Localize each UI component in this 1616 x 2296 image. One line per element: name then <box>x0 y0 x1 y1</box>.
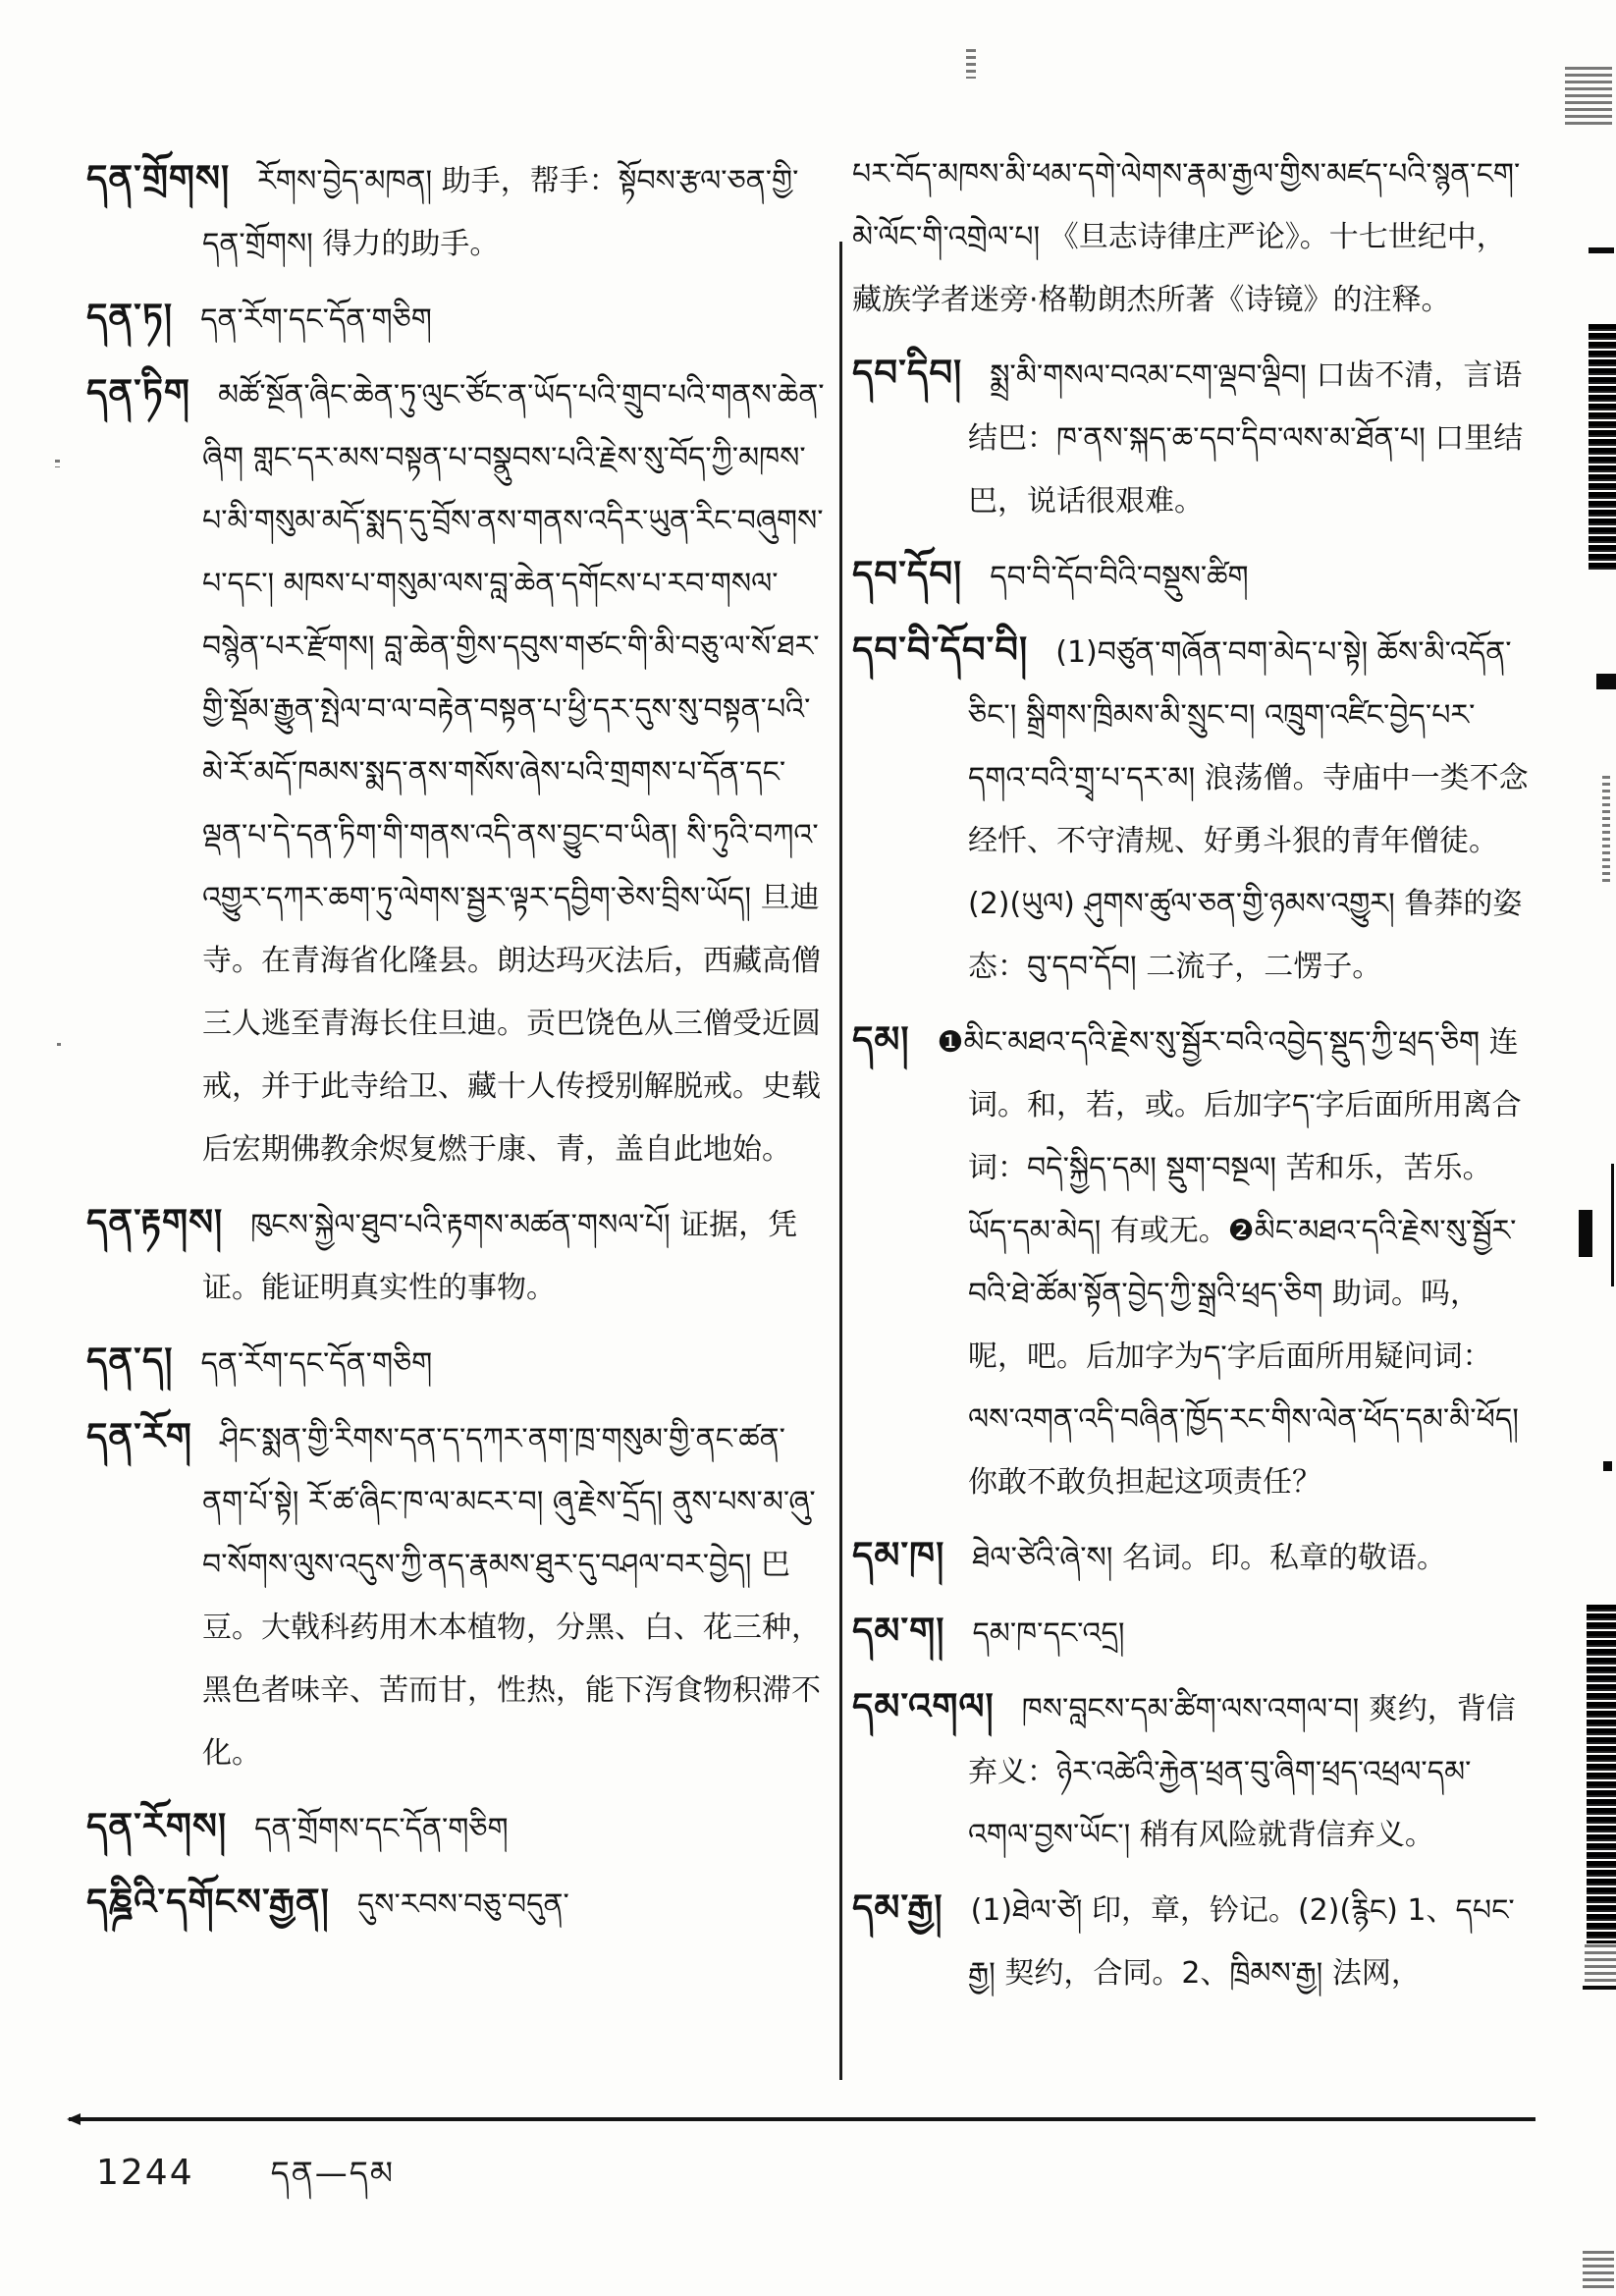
dictionary-entry <box>86 361 825 1181</box>
scan-artifact <box>1589 247 1614 253</box>
dictionary-entry <box>852 1524 1532 1590</box>
entry-body: དབ་བི་དོབ་བིའི་བསྡུས་ཚིག <box>990 560 1249 594</box>
scan-artifact <box>1611 1164 1614 1286</box>
entry-body: པར་བོད་མཁས་མི་ཕམ་དགེ་ལེགས་རྣམ་རྒྱལ་གྱིས་མཛད་པའི་སྙན་ངག་མེ་ལོང་གི་འགྲེལ་པ། 《旦志诗律庄严论》。十七世纪中，藏族学者迷旁·格勒朗杰所著《诗镜》的注释。 <box>852 157 1521 317</box>
dictionary-entry <box>852 1009 1532 1514</box>
left-column <box>86 147 825 1946</box>
dictionary-entry <box>86 1330 825 1395</box>
right-column <box>852 143 1532 2015</box>
entry-body: དན་གྲོགས་དང་དོན་གཅིག <box>254 1812 509 1846</box>
entry-body: ཐེལ་ཙེའི་ཞེ་ས། 名词。印。私章的敬语。 <box>972 1541 1447 1575</box>
entry-headword: དན་རྟགས། <box>86 1201 224 1243</box>
entry-body: (1)ཐེལ་ཙེ། 印，章，钤记。(2)(རྙིང) 1、དཔང་རྒྱ། 契约，合同。2、ཁྲིམས་རྒྱ། 法网， <box>968 1893 1515 1991</box>
dictionary-entry <box>852 1877 1532 2005</box>
entry-body: ཤིང་སྨན་གྱི་རིགས་དན་ད་དཀར་ནག་ཁྲ་གསུམ་གྱི་ནང་ཚན་ནག་པོ་སྟེ། རོ་ཚ་ཞིང་ཁ་ལ་མངར་བ། ཞུ་རྗེས་དྲོད། ནུས་པས་མ་ཞུ་བ་སོགས་ལུས་འདུས་ཀྱི་ནད་རྣམས་ཐུར་དུ་བཤལ་བར་བྱེད། 巴豆。大戟科药用木本植物，分黑、白、花三种，黑色者味辛、苦而甘，性热，能下泻食物积滞不化。 <box>202 1422 821 1771</box>
scan-artifact <box>1583 2251 1614 2292</box>
guide-words: དན—དམ <box>270 2154 396 2192</box>
entry-headword: དན་རོག <box>86 1415 192 1457</box>
entry-headword: དམ། <box>852 1018 910 1061</box>
entry-body: (1)བཙུན་གཞོན་བག་མེད་པ་སྟེ། ཆོས་མི་འདོན་ཅིང་། སྒྲིགས་ཁྲིམས་མི་སྲུང་བ། འཁྲུག་འཛིང་བྱེད་པར་དགའ་བའི་གྲྭ་པ་དར་མ། 浪荡僧。寺庙中一类不念经忏、不守清规、好勇斗狠的青年僧徒。(2)(ཡུལ) ཤུགས་ཚུལ་ཅན་གྱི་ཉམས་འགྱུར། 鲁莽的姿态：བུ་དབ་དོབ། 二流子，二愣子。 <box>968 635 1529 984</box>
entry-headword: དབ་དོབ། <box>852 553 963 595</box>
dictionary-entry-continuation <box>852 143 1532 332</box>
entry-body: དམ་ཁ་དང་འདྲ། <box>972 1616 1125 1651</box>
scan-artifact <box>1579 1210 1592 1257</box>
scan-artifact <box>966 49 976 79</box>
dictionary-entry <box>86 1191 825 1320</box>
entry-body: དན་རོག་དང་དོན་གཅིག <box>200 302 432 337</box>
entry-headword: དན་ཏིག <box>86 371 190 413</box>
dictionary-entry <box>852 543 1532 609</box>
scan-artifact <box>1583 1986 1616 1990</box>
dictionary-entry <box>86 286 825 352</box>
entry-headword: དཎྜིའི་དགོངས་རྒྱན། <box>86 1881 330 1923</box>
entry-body: སྨྲ་མི་གསལ་བའམ་ངག་ལྡབ་ལྡིབ། 口齿不清，言语结巴：ཁ་ནས་སྐད་ཆ་དབ་དིབ་ལས་མ་ཐོན་པ། 口里结巴，说话很艰难。 <box>968 358 1524 519</box>
scan-artifact <box>1602 776 1610 884</box>
entry-headword: དམ་རྒྱ། <box>852 1886 943 1929</box>
dictionary-entry <box>852 342 1532 533</box>
entry-headword: དབ་བི་དོབ་བི། <box>852 629 1029 671</box>
entry-headword: དན་ཏ། <box>86 296 174 338</box>
dictionary-entry <box>852 1675 1532 1867</box>
entry-body: མཚོ་སྔོན་ཞིང་ཆེན་ཏུ་ལུང་ཙོང་ན་ཡོད་པའི་གྲུབ་པའི་གནས་ཆེན་ཞིག གླང་དར་མས་བསྟན་པ་བསྣུབས་པའི་རྗེས་སུ་བོད་ཀྱི་མཁས་པ་མི་གསུམ་མདོ་སྨད་དུ་བྲོས་ནས་གནས་འདིར་ཡུན་རིང་བཞུགས་པ་དང་། མཁས་པ་གསུམ་ལས་བླ་ཆེན་དགོངས་པ་རབ་གསལ་བསྙེན་པར་རྫོགས། བླ་ཆེན་གྱིས་དབུས་གཙང་གི་མི་བཅུ་ལ་སོ་ཐར་གྱི་སྡོམ་རྒྱུན་སྤེལ་བ་ལ་བརྟེན་བསྟན་པ་ཕྱི་དར་དུས་སུ་བསྟན་པའི་མེ་རོ་མདོ་ཁམས་སྨད་ནས་གསོས་ཞེས་པའི་གྲགས་པ་དོན་དང་ལྡན་པ་དེ་དན་ཏིག་གི་གནས་འདི་ནས་བྱུང་བ་ཡིན། སི་ཏུའི་བཀའ་འགྱུར་དཀར་ཆག་ཏུ་ལེགས་སྦྱར་ལྟར་དབྱིག་ཅེས་བྲིས་ཡོད། 旦迪寺。在青海省化隆县。朗达玛灭法后，西藏高僧三人逃至青海长住旦迪。贡巴饶色从三僧受近圆戒，并于此寺给卫、藏十人传授别解脱戒。史载后宏期佛教余烬复燃于康、青，盖自此地始。 <box>202 378 825 1167</box>
entry-headword: དམ་འགལ། <box>852 1685 995 1727</box>
dictionary-entry <box>852 619 1532 999</box>
entry-headword: དན་ད། <box>86 1339 174 1382</box>
entry-body: དན་རོག་དང་དོན་གཅིག <box>200 1346 433 1381</box>
scan-artifact <box>57 1043 61 1049</box>
entry-headword: དབ་དིབ། <box>852 352 963 394</box>
page-footer <box>96 2137 395 2228</box>
page-number: 1244 <box>96 2153 194 2193</box>
scan-artifact <box>1596 674 1616 689</box>
dictionary-entry <box>86 1871 825 1937</box>
entry-headword: དན་གྲོགས། <box>86 157 231 199</box>
scan-artifact <box>55 460 60 467</box>
entry-body: ཁས་བླངས་དམ་ཚིག་ལས་འགལ་བ། 爽约，背信弃义：ཉེར་འཚེའི་རྐྱེན་ཕྲན་བུ་ཞིག་ཕྲད་འཕྲལ་དམ་འགལ་བྱས་ཡོང་། 稍有风险就背信弃义。 <box>968 1692 1516 1852</box>
entry-headword: དམ་ཁ། <box>852 1534 945 1576</box>
entry-headword: དན་རོགས། <box>86 1805 228 1847</box>
dictionary-entry <box>86 1795 825 1861</box>
scan-artifact <box>1589 324 1616 572</box>
entry-body: ❶མིང་མཐའ་དའི་རྗེས་སུ་སྦྱོར་བའི་འབྱེད་སྡུད་ཀྱི་ཕྲད་ཅིག 连词。和，若，或。后加字ད་字后面所用离合词：བདེ་སྐྱིད་དམ། སྡུག་བསྔལ། 苦和乐，苦乐。ཡོད་དམ་མེད། 有或无。❷མིང་མཐའ་དའི་རྗེས་སུ་སྦྱོར་བའི་ཐེ་ཚོམ་སྟོན་བྱེད་ཀྱི་སྒྲའི་ཕྲད་ཅིག 助词。吗，呢，吧。后加字为ད་字后面所用疑问词：ལས་འགན་འདི་བཞིན་ཁྱོད་རང་གིས་ལེན་ཕོད་དམ་མི་ཕོད། 你敢不敢负担起这项责任？ <box>937 1025 1522 1500</box>
entry-headword: དམ་ག། <box>852 1610 945 1652</box>
scan-artifact <box>1585 1944 1616 1989</box>
entry-body: ཁུངས་སྐྱེལ་ཐུབ་པའི་རྟགས་མཚན་གསལ་པོ། 证据，凭证。能证明真实性的事物。 <box>202 1208 798 1305</box>
column-divider <box>839 242 842 2080</box>
dictionary-entry <box>852 1600 1532 1666</box>
scan-artifact <box>1603 1461 1612 1471</box>
entry-body: དུས་རབས་བཅུ་བདུན་ <box>356 1887 569 1922</box>
dictionary-entry <box>86 1405 825 1785</box>
dictionary-entry <box>86 147 825 276</box>
entry-body: རོགས་བྱེད་མཁན། 助手，帮手：སྟོབས་རྩལ་ཅན་གྱི་དན་གྲོགས། 得力的助手。 <box>202 164 799 261</box>
footer-rule <box>69 2117 1535 2121</box>
scan-artifact <box>1587 1605 1616 1943</box>
scan-artifact <box>1565 67 1612 126</box>
